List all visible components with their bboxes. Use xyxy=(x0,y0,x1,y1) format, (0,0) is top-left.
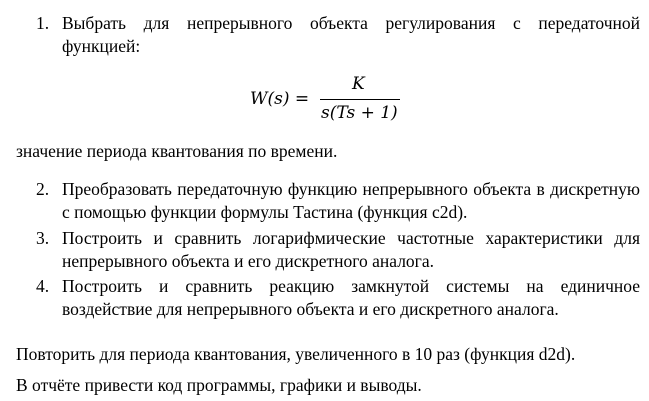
list-item-text: Построить и сравнить реакцию замкнутой системы на единичное воздействие для непрерывного объекта и его дискретного аналога. xyxy=(62,276,640,319)
list-number: 4. xyxy=(36,276,50,296)
list-item-text: Преобразовать передаточную функцию непрерывного объекта в дискретную с помощью функции формулы Тастина (функция c2d). xyxy=(62,179,640,222)
list-item-text: Построить и сравнить логарифмические частотные характеристики для непрерывного объекта и его дискретного аналога. xyxy=(62,228,640,271)
list-item-3 xyxy=(36,227,640,273)
fraction-bar xyxy=(320,99,400,100)
formula-lhs: W(s) = xyxy=(250,89,310,109)
list-number: 1. xyxy=(36,13,50,33)
list-item-1 xyxy=(36,12,640,58)
report-note: В отчёте привести код программы, графики и выводы. xyxy=(16,375,422,395)
list-item-2 xyxy=(36,178,640,224)
list-item-text: Выбрать для непрерывного объекта регулирования с передаточной функцией: xyxy=(62,13,640,56)
formula-numerator: K xyxy=(352,74,365,94)
formula-denominator: s(Ts + 1) xyxy=(321,103,398,123)
transfer-function-formula xyxy=(250,74,410,126)
list-number: 3. xyxy=(36,228,50,248)
repeat-note: Повторить для периода квантования, увеличенного в 10 раз (функция d2d). xyxy=(16,344,576,364)
after-formula-text: значение периода квантования по времени. xyxy=(16,141,338,161)
list-number: 2. xyxy=(36,179,50,199)
list-item-4 xyxy=(36,275,640,321)
